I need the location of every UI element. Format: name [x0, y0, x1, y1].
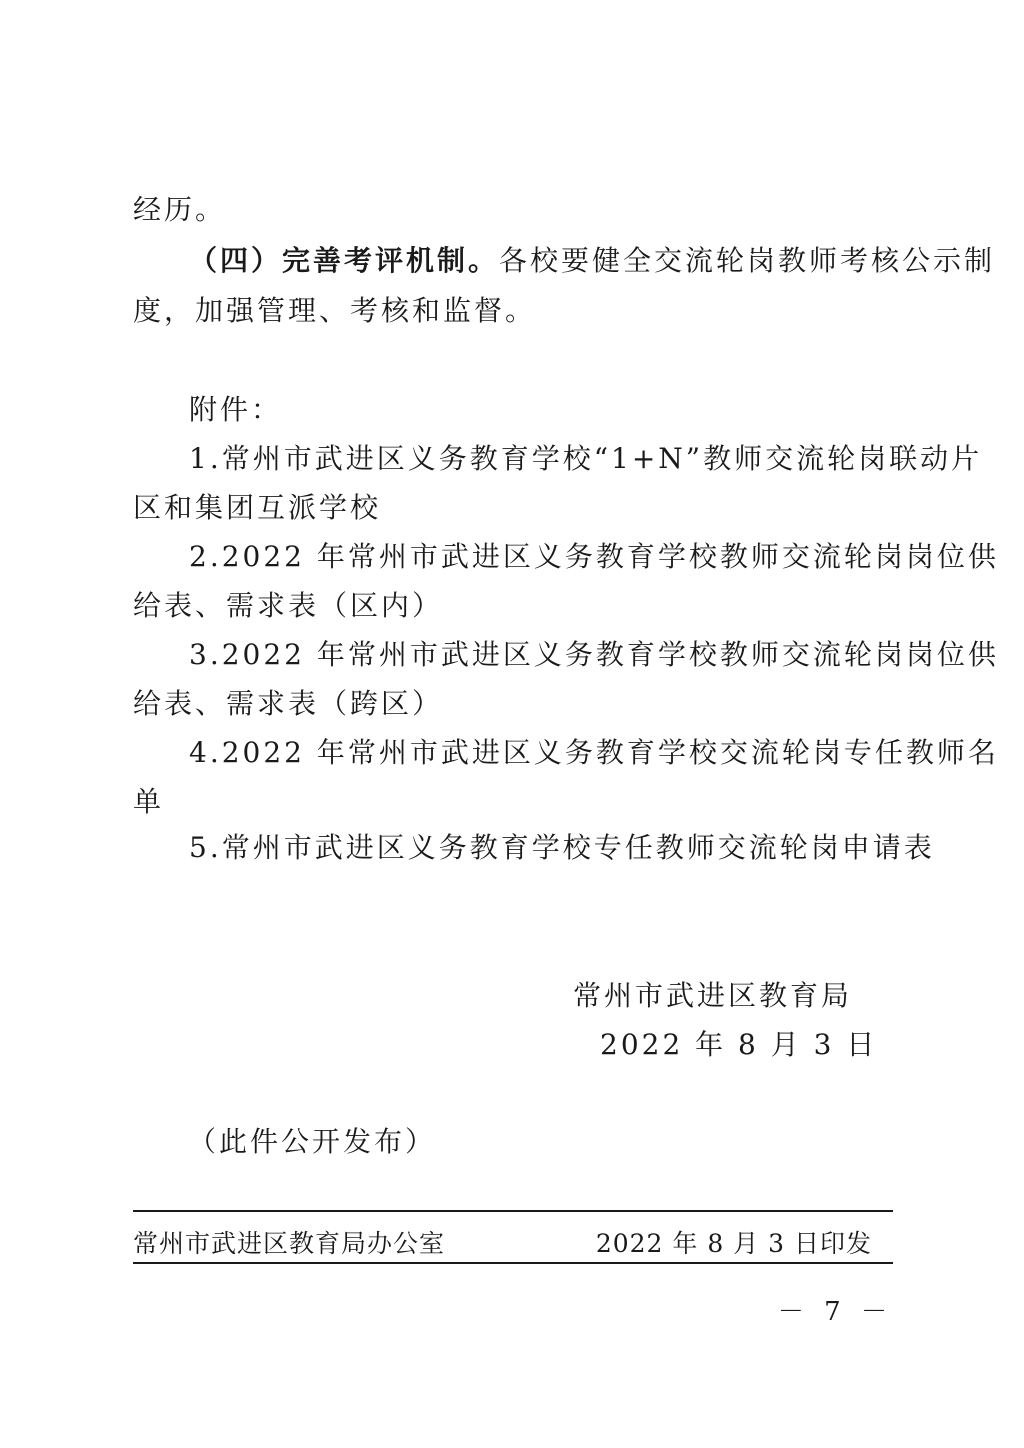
section-4-first-line: [133, 243, 996, 279]
body-line-continuation: 经历。: [133, 193, 227, 226]
page-number: － 7 －: [777, 1297, 893, 1327]
footer-bottom-rule: [133, 1262, 893, 1264]
signature-organization: 常州市武进区教育局: [573, 979, 853, 1012]
attachment-item-4-line-2: 单: [133, 785, 165, 818]
signature-date: 2022 年 8 月 3 日: [600, 1028, 878, 1061]
attachment-item-3-line-2: 给表、需求表（跨区）: [133, 687, 444, 720]
footer-top-rule: [133, 1210, 893, 1212]
section-4-text-first: 各校要健全交流轮岗教师考核公示制: [499, 244, 996, 277]
publication-note: （此件公开发布）: [188, 1125, 437, 1158]
section-4-heading: （四）完善考评机制。: [189, 244, 500, 277]
attachment-item-5: 5.常州市武进区义务教育学校专任教师交流轮岗申请表: [189, 831, 935, 864]
attachment-item-2-line-1: 2.2022 年常州市武进区义务教育学校教师交流轮岗岗位供: [189, 540, 999, 573]
attachments-label: 附件：: [189, 393, 283, 426]
attachment-item-3-line-1: 3.2022 年常州市武进区义务教育学校教师交流轮岗岗位供: [189, 638, 999, 671]
footer-issuer: 常州市武进区教育局办公室: [133, 1229, 446, 1258]
attachment-item-2-line-2: 给表、需求表（区内）: [133, 589, 444, 622]
footer-issue-date: 2022 年 8 月 3 日印发: [595, 1229, 872, 1258]
section-4-text-second: 度，加强管理、考核和监督。: [133, 294, 537, 327]
attachment-item-1-line-1: 1.常州市武进区义务教育学校“1+N”教师交流轮岗联动片: [189, 442, 983, 475]
attachment-item-4-line-1: 4.2022 年常州市武进区义务教育学校交流轮岗专任教师名: [189, 736, 999, 769]
attachment-item-1-line-2: 区和集团互派学校: [133, 491, 382, 524]
